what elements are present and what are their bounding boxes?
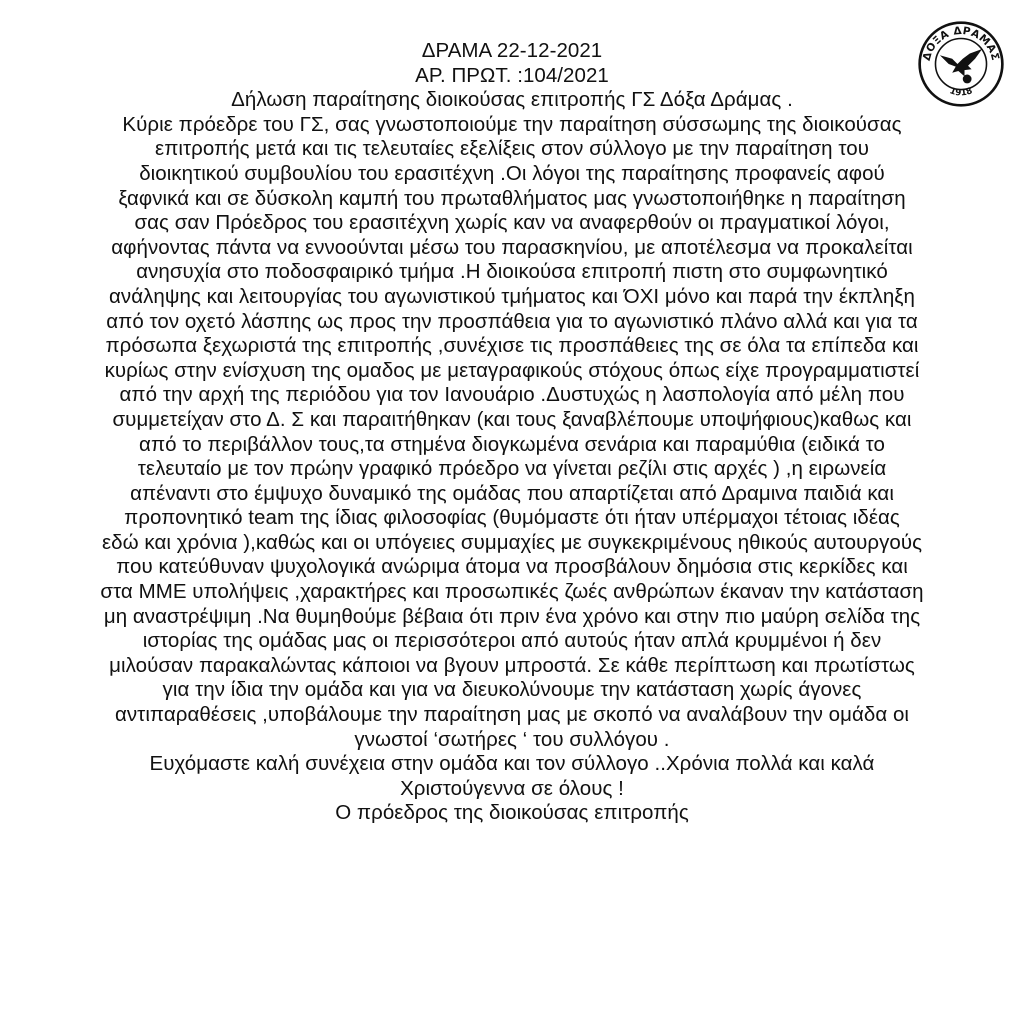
body-line: μιλούσαν παρακαλώντας κάποιοι να βγουν μπροστά. Σε κάθε περίπτωση και πρωτίστως bbox=[109, 653, 915, 677]
logo-bottom-text: 1918 bbox=[948, 86, 974, 99]
protocol-number: ΑΡ. ΠΡΩΤ. :104/2021 bbox=[415, 63, 609, 87]
body-line: Κύριε πρόεδρε του ΓΣ, σας γνωστοποιούμε την παραίτηση σύσσωμης της διοικούσας bbox=[122, 112, 902, 136]
body-line: αντιπαραθέσεις ,υποβάλουμε την παραίτηση μας με σκοπό να αναλάβουν την ομάδα οι bbox=[114, 703, 910, 727]
body-line: από το περιβάλλον τους,τα στημένα διογκωμένα σενάρια και παραμύθια (ειδικά το bbox=[139, 432, 885, 456]
logo-top-text: ΔΟΞΑ ΔΡΑΜΑΣ bbox=[920, 24, 1002, 63]
body-line: ξαφνικά και σε δύσκολη καμπή του πρωταθλήματος μας γνωστοποιήθηκε η παραίτηση bbox=[118, 186, 906, 210]
body-line: αφήνοντας πάντα να εννοούνται μέσω του παρασκηνίου, με αποτέλεσμα να προκαλείται bbox=[111, 235, 913, 259]
body-line: ιστορίας της ομάδας μας οι περισσότεροι από αυτούς ήταν απλά κρυμμένοι ή δεν bbox=[142, 629, 882, 653]
body-line: τελευταίο με τον πρώην γραφικό πρόεδρο να γίνεται ρεζίλι στις αρχές ) ,η ειρωνεία bbox=[137, 457, 887, 481]
body-line: μη αναστρέψιμη .Να θυμηθούμε βέβαια ότι πριν ένα χρόνο και στην πιο μαύρη σελίδα της bbox=[103, 604, 921, 628]
closing-wishes: Ευχόμαστε καλή συνέχεια στην ομάδα και τον σύλλογο ..Χρόνια πολλά και καλά bbox=[149, 752, 875, 776]
body-line: από τον οχετό λάσπης ως προς την προσπάθεια για το αγωνιστικό πλάνο αλλά και για τα bbox=[106, 309, 918, 333]
body-line: απέναντι στο έμψυχο δυναμικό της ομάδας που απαρτίζεται από Δραμινα παιδιά και bbox=[130, 481, 894, 505]
body-line: σας σαν Πρόεδρος του ερασιτέχνη χωρίς καν να αναφερθούν οι πραγματικοί λόγοι, bbox=[134, 211, 890, 235]
body-line: ανησυχία στο ποδοσφαιρικό τμήμα .Η διοικούσα επιτροπή πιστη στο συμφωνητικό bbox=[136, 260, 888, 284]
letter-title: Δήλωση παραίτησης διοικούσας επιτροπής ΓΣ Δόξα Δράμας . bbox=[231, 88, 793, 112]
body-line: συμμετείχαν στο Δ. Σ και παραιτήθηκαν (και τους ξαναβλέπουμε υποψήφιους)καθως και bbox=[112, 407, 912, 431]
body-line: στα ΜΜΕ υπολήψεις ,χαρακτήρες και προσωπικές ζωές ανθρώπων έκαναν την κατάσταση bbox=[100, 580, 924, 604]
body-line: γνωστοί ‘σωτήρες ‘ του συλλόγου . bbox=[354, 727, 670, 751]
body-line: προπονητικό team της ίδιας φιλοσοφίας (θυμόμαστε ότι ήταν υπέρμαχοι τέτοιας ιδέας bbox=[124, 506, 900, 530]
body-line: εδώ και χρόνια ),καθώς και οι υπόγειες συμμαχίες με συγκεκριμένους ηθικούς αυτουργούς bbox=[101, 530, 923, 554]
closing-wishes-continued: Χριστούγεννα σε όλους ! bbox=[400, 776, 624, 800]
body-line: που κατεύθυναν ψυχολογικά ανώριμα άτομα να προσβάλουν δημόσια στις κερκίδες και bbox=[116, 555, 908, 579]
body-line: για την ίδια την ομάδα και για να διευκολύνουμε την κατάσταση χωρίς άγονες bbox=[162, 678, 862, 702]
body-line: επιτροπής μετά και τις τελευταίες εξελίξεις στον σύλλογο με την παραίτηση του bbox=[155, 137, 869, 161]
body-line: ανάληψης και λειτουργίας του αγωνιστικού τμήματος και ΌΧΙ μόνο και παρά την έκπληξη bbox=[109, 284, 915, 308]
resignation-letter bbox=[30, 39, 994, 826]
signature-line: Ο πρόεδρος της διοικούσας επιτροπής bbox=[335, 801, 689, 825]
body-line: διοικητικού συμβουλίου του ερασιτέχνη .Οι λόγοι της παραίτησης προφανείς αφού bbox=[139, 161, 885, 185]
body-line: κυρίως στην ενίσχυση της ομαδος με μεταγραφικούς στόχους όπως είχε προγραμματιστεί bbox=[104, 358, 920, 382]
body-line: από την αρχή της περιόδου για τον Ιανουάριο .Δυστυχώς η λασπολογία από μέλη που bbox=[119, 383, 905, 407]
body-line: πρόσωπα ξεχωριστά της επιτροπής ,συνέχισε τις προσπάθειες της σε όλα τα επίπεδα και bbox=[105, 334, 919, 358]
date-line: ΔΡΑΜΑ 22-12-2021 bbox=[421, 39, 603, 62]
